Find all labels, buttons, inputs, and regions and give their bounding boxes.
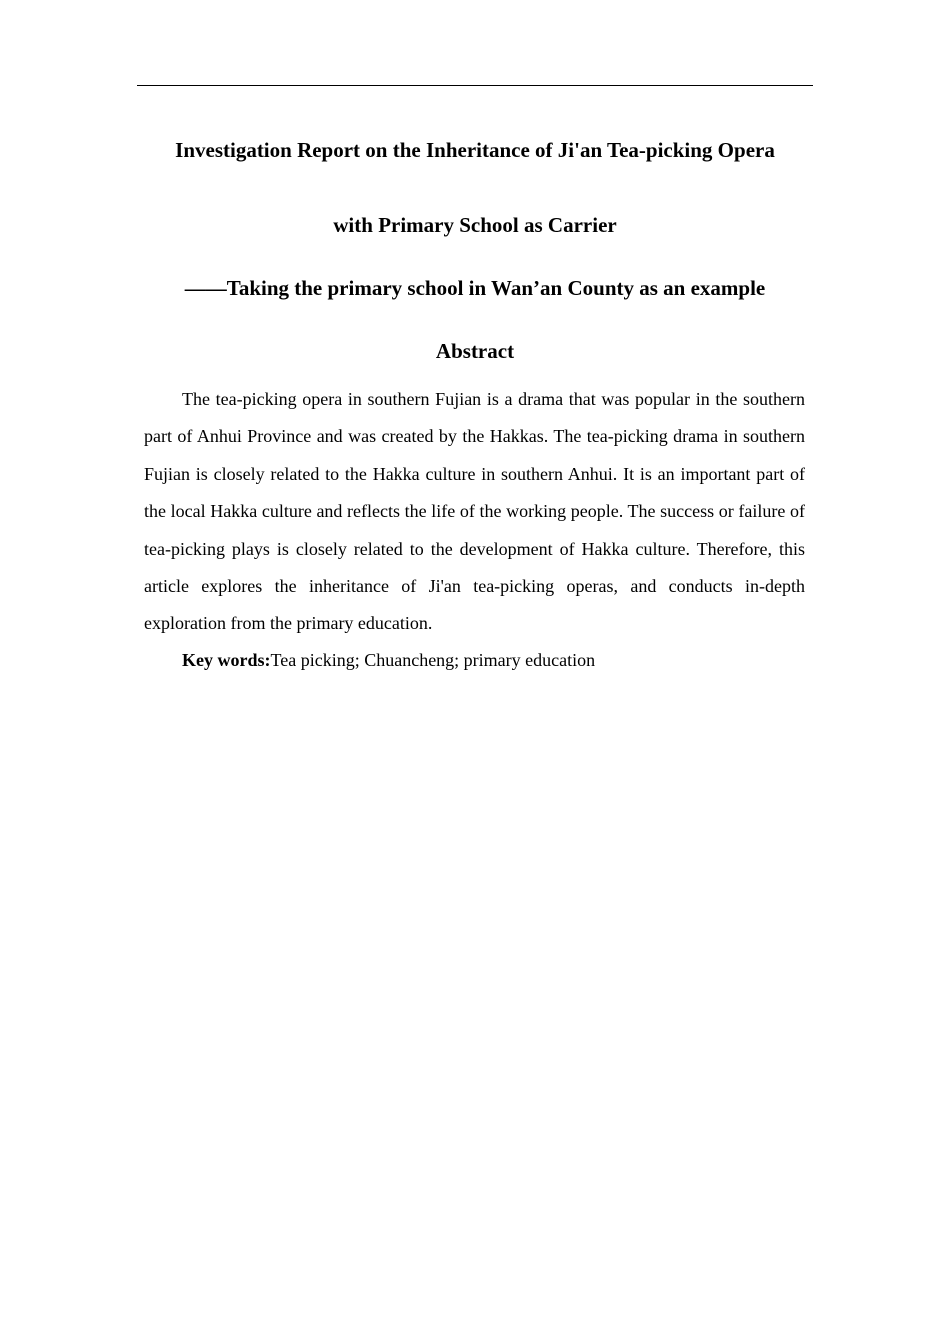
keywords-label: Key words: xyxy=(182,650,271,670)
header-rule xyxy=(137,85,813,86)
keywords-line xyxy=(182,646,595,674)
subtitle: ——Taking the primary school in Wan’an County as an example xyxy=(184,276,766,300)
abstract-body: The tea-picking opera in southern Fujian is a drama that was popular in the southern part of Anhui Province and was created by the Hakkas. The tea-picking drama in southern Fujian is closely related to the Hakka culture in southern Anhui. It is an important part of the local Hakka culture and reflects the life of the working people. The success or failure of tea-picking plays is closely related to the development of Hakka culture. Therefore, this article explores the inheritance of Ji'an tea-picking operas, and conducts in-depth exploration from the primary education. xyxy=(144,389,805,634)
title-line-2: with Primary School as Carrier xyxy=(333,213,617,237)
title-line-1: Investigation Report on the Inheritance of Ji'an Tea-picking Opera xyxy=(175,138,775,162)
keywords-text: Tea picking; Chuancheng; primary education xyxy=(270,650,596,670)
abstract-heading: Abstract xyxy=(435,339,515,363)
